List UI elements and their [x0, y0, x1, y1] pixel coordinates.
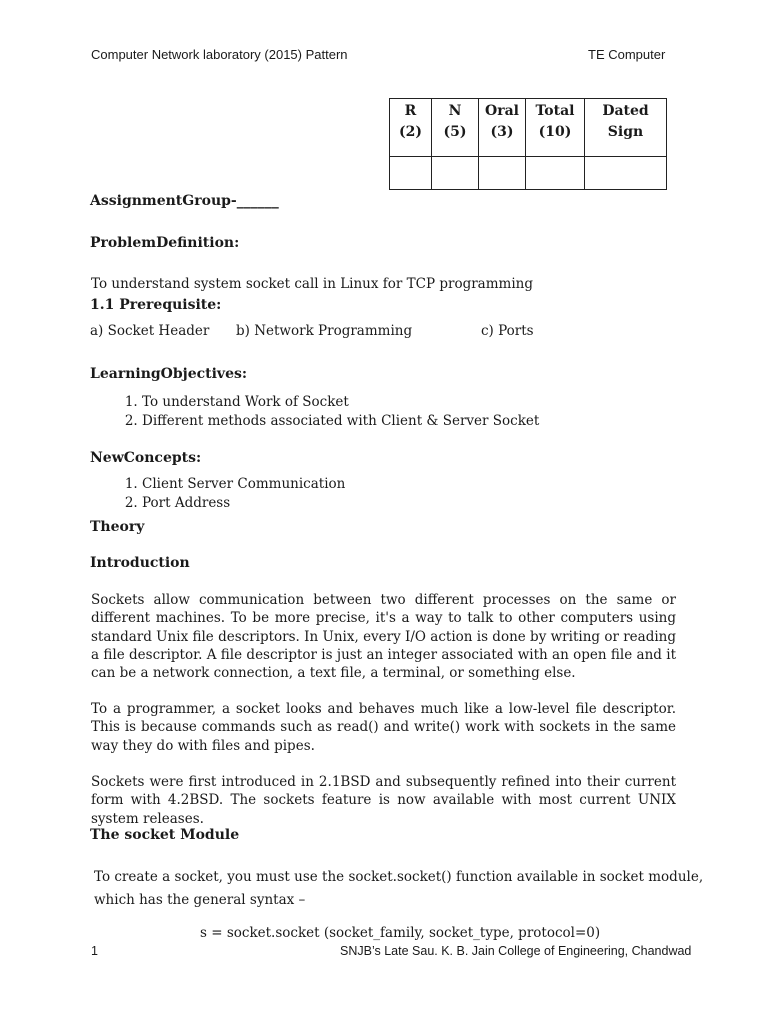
header-left: Computer Network laboratory (2015) Pattern: [91, 47, 348, 62]
introduction-heading: Introduction: [90, 555, 190, 571]
problem-definition-text: To understand system socket call in Linux for TCP programming: [91, 276, 533, 292]
prerequisite-item: a) Socket Header: [90, 323, 210, 339]
grade-col-r: R (2): [390, 99, 432, 157]
grade-cell-total: [526, 157, 585, 190]
prerequisite-item: b) Network Programming: [236, 323, 413, 339]
new-concepts-list: [90, 475, 742, 512]
grade-col-n: N (5): [432, 99, 479, 157]
intro-paragraph-2: To a programmer, a socket looks and behaves much like a low-level file descriptor. This is because commands such as read() and write() work with sockets in the same way they do with files and pipes.: [91, 701, 676, 754]
learning-objectives-list: [90, 393, 742, 430]
socket-module-heading: The socket Module: [90, 827, 240, 843]
list-item: 1. Client Server Communication: [142, 475, 742, 494]
socket-module-line-1: To create a socket, you must use the socket.socket() function available in socket module,: [94, 869, 704, 885]
intro-paragraph-3: Sockets were first introduced in 2.1BSD and subsequently refined into their current form with 4.2BSD. The sockets feature is now available with most current UNIX system releases.: [91, 774, 676, 827]
grade-cell-n: [432, 157, 479, 190]
list-item: 2. Different methods associated with Client & Server Socket: [142, 412, 742, 431]
header-right: TE Computer: [588, 47, 666, 62]
list-item: 2. Port Address: [142, 494, 742, 513]
assignment-group: AssignmentGroup-______: [90, 193, 279, 209]
problem-definition-heading: ProblemDefinition:: [90, 235, 240, 251]
grade-col-sign: Dated Sign: [585, 99, 667, 157]
socket-syntax: s = socket.socket (socket_family, socket_type, protocol=0): [200, 925, 601, 941]
page-number: 1: [91, 944, 98, 958]
footer-college: SNJB’s Late Sau. K. B. Jain College of Engineering, Chandwad: [340, 944, 692, 958]
grade-cell-oral: [479, 157, 526, 190]
intro-paragraph-1: Sockets allow communication between two different processes on the same or different machines. To be more precise, it's a way to talk to other computers using standard Unix file descriptors. In Unix, every I/O action is done by writing or reading a file descriptor. A file descriptor is just an integer associated with an open file and it can be a network connection, a text file, a terminal, or something else.: [91, 592, 676, 682]
grade-cell-sign: [585, 157, 667, 190]
learning-objectives-heading: LearningObjectives:: [90, 366, 248, 382]
grade-col-oral: Oral (3): [479, 99, 526, 157]
socket-module-line-2: which has the general syntax –: [94, 892, 306, 908]
prerequisite-heading: 1.1 Prerequisite:: [90, 297, 222, 313]
list-item: 1. To understand Work of Socket: [142, 393, 742, 412]
theory-heading: Theory: [90, 519, 145, 535]
grade-table: [389, 98, 667, 190]
prerequisite-item: c) Ports: [481, 323, 534, 339]
new-concepts-heading: NewConcepts:: [90, 450, 202, 466]
grade-col-total: Total (10): [526, 99, 585, 157]
grade-cell-r: [390, 157, 432, 190]
